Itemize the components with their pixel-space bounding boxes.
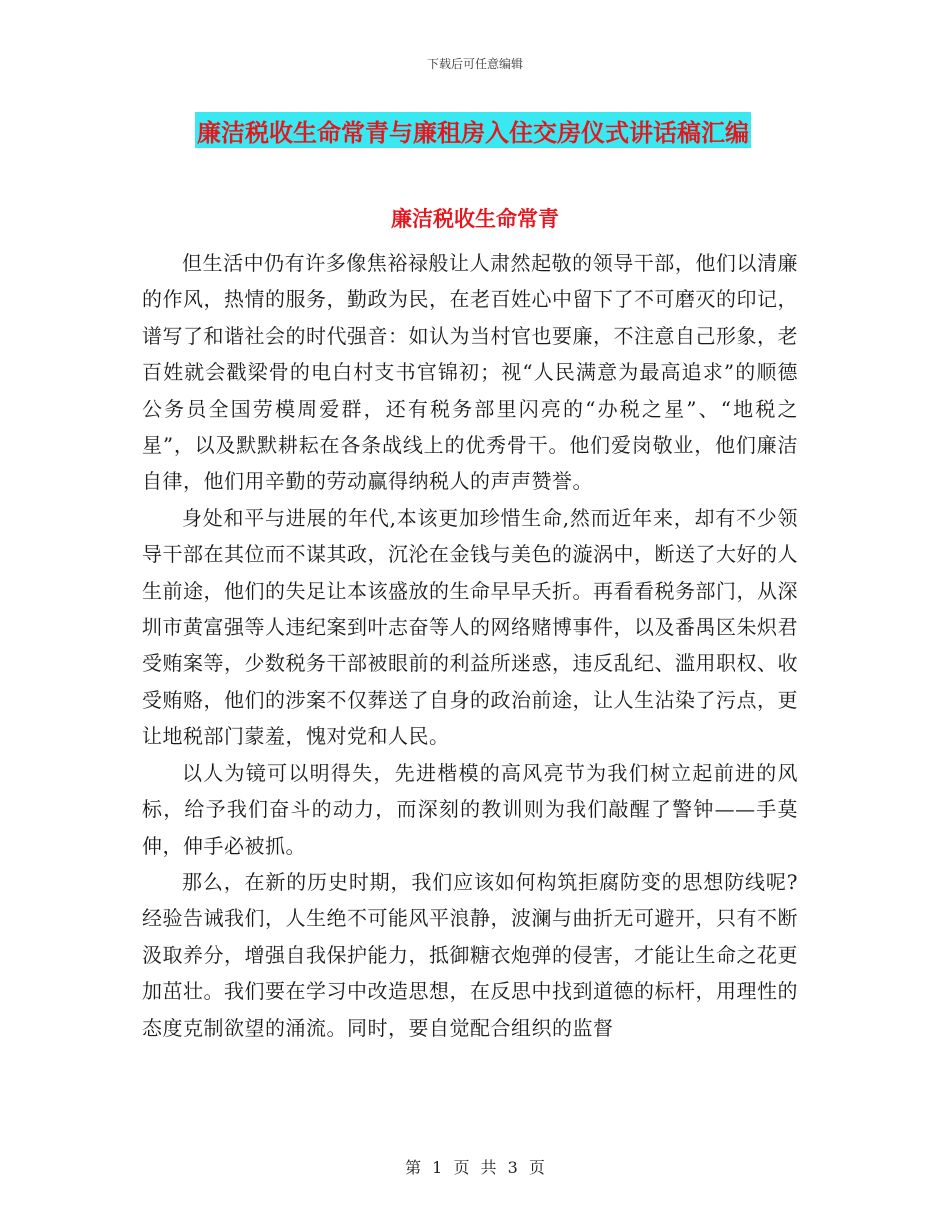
header-note: 下载后可任意编辑 <box>426 57 523 71</box>
paragraph: 那么，在新的历史时期，我们应该如何构筑拒腐防变的思想防线呢?经验告诫我们，人生绝不可能风平浪静，波澜与曲折无可避开，只有不断汲取养分，增强自我保护能力，抵御糖衣炮弹的侵害，才能让生命之花更加茁壮。我们要在学习中改造思想，在反思中找到道德的标杆，用理性的态度克制欲望的涌流。同时，要自觉配合组织的监督 <box>142 869 798 1040</box>
document-title-highlight <box>195 112 751 148</box>
body-text <box>142 245 798 1046</box>
document-title: 廉洁税收生命常青与廉租房入住交房仪式讲话稿汇编 <box>197 118 749 147</box>
section-title: 廉洁税收生命常青 <box>391 207 559 231</box>
paragraph: 身处和平与进展的年代,本该更加珍惜生命,然而近年来，却有不少领导干部在其位而不谋其政，沉沦在金钱与美色的漩涡中，断送了大好的人生前途，他们的失足让本该盛放的生命早早夭折。再看看税务部门，从深圳市黄富强等人违纪案到叶志奋等人的网络赌博事件，以及番禺区朱炽君受贿案等，少数税务干部被眼前的利益所迷惑，违反乱纪、滥用职权、收受贿赂，他们的涉案不仅葬送了自身的政治前途，让人生沾染了污点，更让地税部门蒙羞，愧对党和人民。 <box>142 505 798 749</box>
paragraph: 以人为镜可以明得失，先进楷模的高风亮节为我们树立起前进的风标，给予我们奋斗的动力，而深刻的教训则为我们敲醒了警钟——手莫伸，伸手必被抓。 <box>142 760 798 858</box>
paragraph: 但生活中仍有许多像焦裕禄般让人肃然起敬的领导干部，他们以清廉的作风，热情的服务，勤政为民，在老百姓心中留下了不可磨灭的印记，谱写了和谐社会的时代强音：如认为当村官也要廉，不注意自己形象，老百姓就会戳梁骨的电白村支书官锦初；视“人民满意为最高追求”的顺德公务员全国劳模周爱群，还有税务部里闪亮的“办税之星”、“地税之星”，以及默默耕耘在各条战线上的优秀骨干。他们爱岗敬业，他们廉洁自律，他们用辛勤的劳动赢得纳税人的声声赞誉。 <box>142 251 798 494</box>
page-number-footer: 第 1 页 共 3 页 <box>405 1158 545 1177</box>
